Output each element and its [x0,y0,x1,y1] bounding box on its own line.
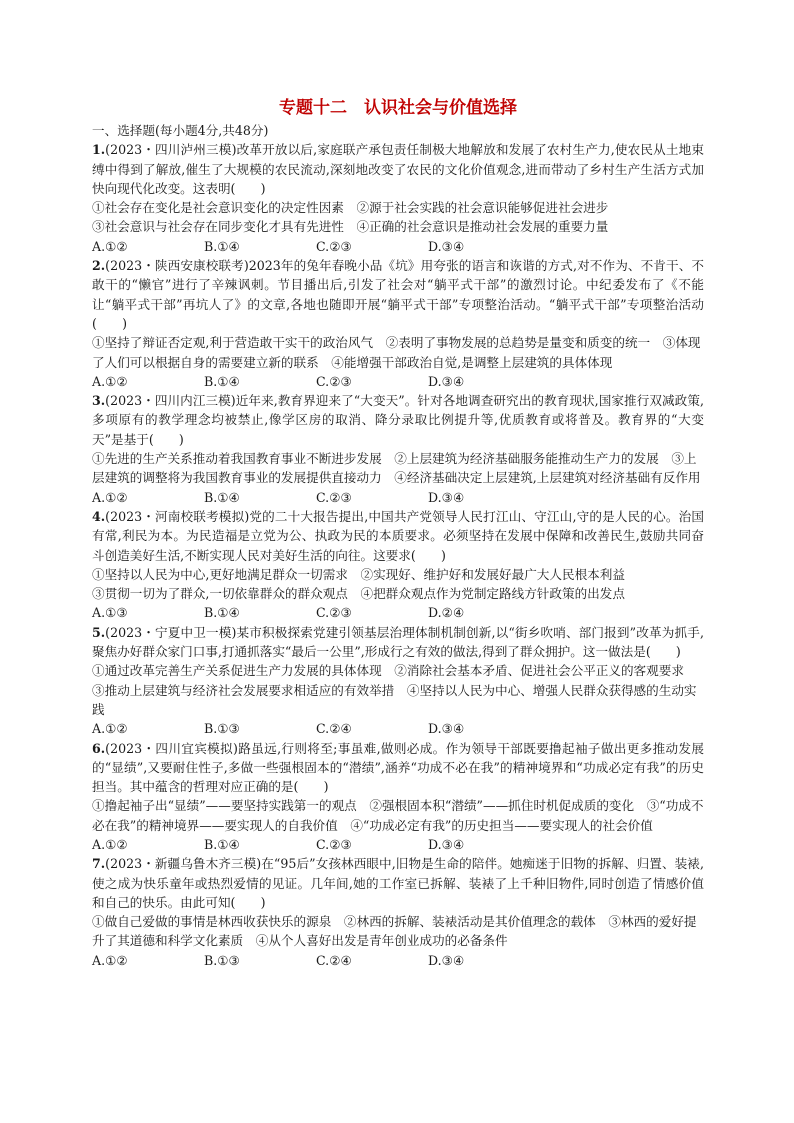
section-heading: 一、选择题(每小题4分,共48分) [92,123,269,138]
page-title: 专题十二 认识社会与价值选择 [279,98,517,118]
question-text: (2023・河南校联考模拟)党的二十大报告提出,中国共产党领导人民打江山、守江山,守的是人民的心。治国有常,利民为本。为民造福是立党为公、执政为民的本质要求。必须坚持在发展中保障和改善民生,鼓励共同奋斗创造美好生活,不断实现人民对美好生活的向往。这要求( ) [92,508,704,563]
option-line: ①先进的生产关系推动着我国教育事业不断进步发展 ②上层建筑为经济基础服务能推动生产力的发展 ③上层建筑的调整将为我国教育事业的发展提供直接动力 ④经济基础决定上层建筑,上层建筑对经济基础有反作用 [92,451,701,486]
question-stem [92,140,704,198]
choice-b[interactable]: B.①④ [204,373,240,389]
choice-c[interactable]: C.②③ [316,605,352,621]
choice-d[interactable]: D.③④ [428,373,465,389]
choice-d[interactable]: D.③④ [428,721,465,737]
answer-choices [92,237,704,256]
option-line: ③社会意识与社会存在同步变化才具有先进性 ④正确的社会意识是推动社会发展的重要力量 [92,219,609,235]
choice-a[interactable]: A.①② [92,952,128,968]
question-text: (2023・四川内江三模)近年来,教育界迎来了“大变天”。针对各地调查研究出的教育现状,国家推行双减政策,多项原有的教学理念均被禁止,像学区房的取消、降分录取比例提升等,优质教育或将普及。教育界的“大变天”是基于( ) [92,393,704,447]
answer-choices [92,603,704,622]
answer-choices [92,488,704,507]
question-text: (2023・四川泸州三模)改革开放以后,家庭联产承包责任制极大地解放和发展了农村生产力,使农民从土地束缚中得到了解放,催生了大规模的农民流动,深刻地改变了农民的文化价值观念,进而带动了乡村生产生活方式加快向现代化改变。这表明( ) [92,142,704,196]
answer-choices [92,951,704,970]
choice-c[interactable]: C.②③ [316,836,352,852]
question-stem [92,256,704,333]
option-line: ①通过改革完善生产关系促进生产力发展的具体体现 ②消除社会基本矛盾、促进社会公平正义的客观要求 ③推动上层建筑与经济社会发展要求相适应的有效举措 ④坚持以人民为中心、增强人民群众获得感的生动实践 [92,663,697,717]
question-text: (2023・陕西安康校联考)2023年的兔年春晚小品《坑》用夸张的语言和诙谐的方式,对不作为、不肯干、不敢干的“懒官”进行了辛辣讽刺。节目播出后,引发了社会对“躺平式干部”的激烈讨论。中纪委发布了《不能让“躺平式干部”再坑人了》的文章,各地也随即开展“躺平式干部”专项整治活动。“躺平式干部”专项整治活动( ) [92,258,704,331]
answer-choices [92,835,704,854]
option-line: ③贯彻一切为了群众,一切依靠群众的群众观点 ④把群众观点作为党制定路线方针政策的出发点 [92,586,625,602]
choice-b[interactable]: B.①④ [204,605,240,621]
question-number: 3. [92,393,106,409]
choice-d[interactable]: D.③④ [428,489,465,505]
question-4 [92,507,704,623]
choice-d[interactable]: D.③④ [428,238,465,254]
exam-page [92,96,704,970]
question-5 [92,623,704,739]
answer-choices [92,372,704,391]
option-line: ①撸起袖子出“显绩”——要坚持实践第一的观点 ②强根固本积“潜绩”——抓住时机促成质的变化 ③“功成不必在我”的精神境界——要实现人的自我价值 ④“功成必定有我”的历史担当——要实现人的社会价值 [92,798,704,833]
question-stem [92,507,704,565]
question-3 [92,391,704,507]
question-stem [92,623,704,662]
question-stem [92,854,704,912]
choice-c[interactable]: C.②③ [316,489,352,505]
choice-b[interactable]: B.①④ [204,238,240,254]
question-number: 6. [92,740,106,756]
question-number: 2. [92,258,106,274]
choice-a[interactable]: A.①② [92,836,128,852]
choice-d[interactable]: D.③④ [428,836,465,852]
question-number: 7. [92,856,106,872]
choice-b[interactable]: B.①③ [204,952,240,968]
choice-d[interactable]: D.②④ [428,605,465,621]
question-number: 5. [92,624,106,640]
choice-d[interactable]: D.③④ [428,952,465,968]
choice-a[interactable]: A.①② [92,489,128,505]
question-text: (2023・四川宜宾模拟)路虽远,行则将至;事虽难,做则必成。作为领导干部既要撸起袖子做出更多推动发展的“显绩”,又要耐住性子,多做一些强根固本的“潜绩”,涵养“功成不必在我”的精神境界和“功成必定有我”的历史担当。其中蕴含的哲理对应正确的是( ) [92,740,704,795]
option-line: ①社会存在变化是社会意识变化的决定性因素 ②源于社会实践的社会意识能够促进社会进步 [92,200,609,216]
choice-c[interactable]: C.②③ [316,238,352,254]
question-stem [92,739,704,797]
question-2 [92,256,704,391]
option-line: ①坚持了辩证否定观,利于营造敢干实干的政治风气 ②表明了事物发展的总趋势是量变和质变的统一 ③体现了人们可以根据自身的需要建立新的联系 ④能增强干部政治自觉,是调整上层建筑的具体体现 [92,335,701,370]
choice-a[interactable]: A.①② [92,238,128,254]
question-7 [92,854,704,970]
choice-b[interactable]: B.①④ [204,489,240,505]
question-stem [92,391,704,449]
question-number: 1. [92,142,106,158]
question-text: (2023・新疆乌鲁木齐三模)在“95后”女孩林西眼中,旧物是生命的陪伴。她痴迷于旧物的拆解、归置、装裱,使之成为快乐童年或热烈爱情的见证。几年间,她的工作室已拆解、装裱了上千种旧物件,同时创造了情感价值和自己的快乐。由此可知( ) [92,856,704,910]
choice-c[interactable]: C.②③ [316,373,352,389]
choice-a[interactable]: A.①③ [92,605,128,621]
choice-a[interactable]: A.①② [92,373,128,389]
choice-a[interactable]: A.①② [92,721,128,737]
answer-choices [92,719,704,738]
option-line: ①坚持以人民为中心,更好地满足群众一切需求 ②实现好、维护好和发展好最广大人民根本利益 [92,566,625,582]
choice-b[interactable]: B.①④ [204,836,240,852]
question-6 [92,739,704,855]
choice-b[interactable]: B.①③ [204,721,240,737]
choice-c[interactable]: C.②④ [316,721,352,737]
question-text: (2023・宁夏中卫一模)某市积极探索党建引领基层治理体制机制创新,以“街乡吹哨、部门报到”改革为抓手,聚焦办好群众家门口事,打通抓落实“最后一公里”,形成行之有效的做法,得到了群众拥护。这一做法是( ) [92,624,704,660]
choice-c[interactable]: C.②④ [316,952,352,968]
option-line: ①做自己爱做的事情是林西收获快乐的源泉 ②林西的拆解、装裱活动是其价值理念的载体 ③林西的爱好提升了其道德和科学文化素质 ④从个人喜好出发是青年创业成功的必备条件 [92,914,697,949]
question-1 [92,140,704,256]
question-number: 4. [92,508,106,524]
